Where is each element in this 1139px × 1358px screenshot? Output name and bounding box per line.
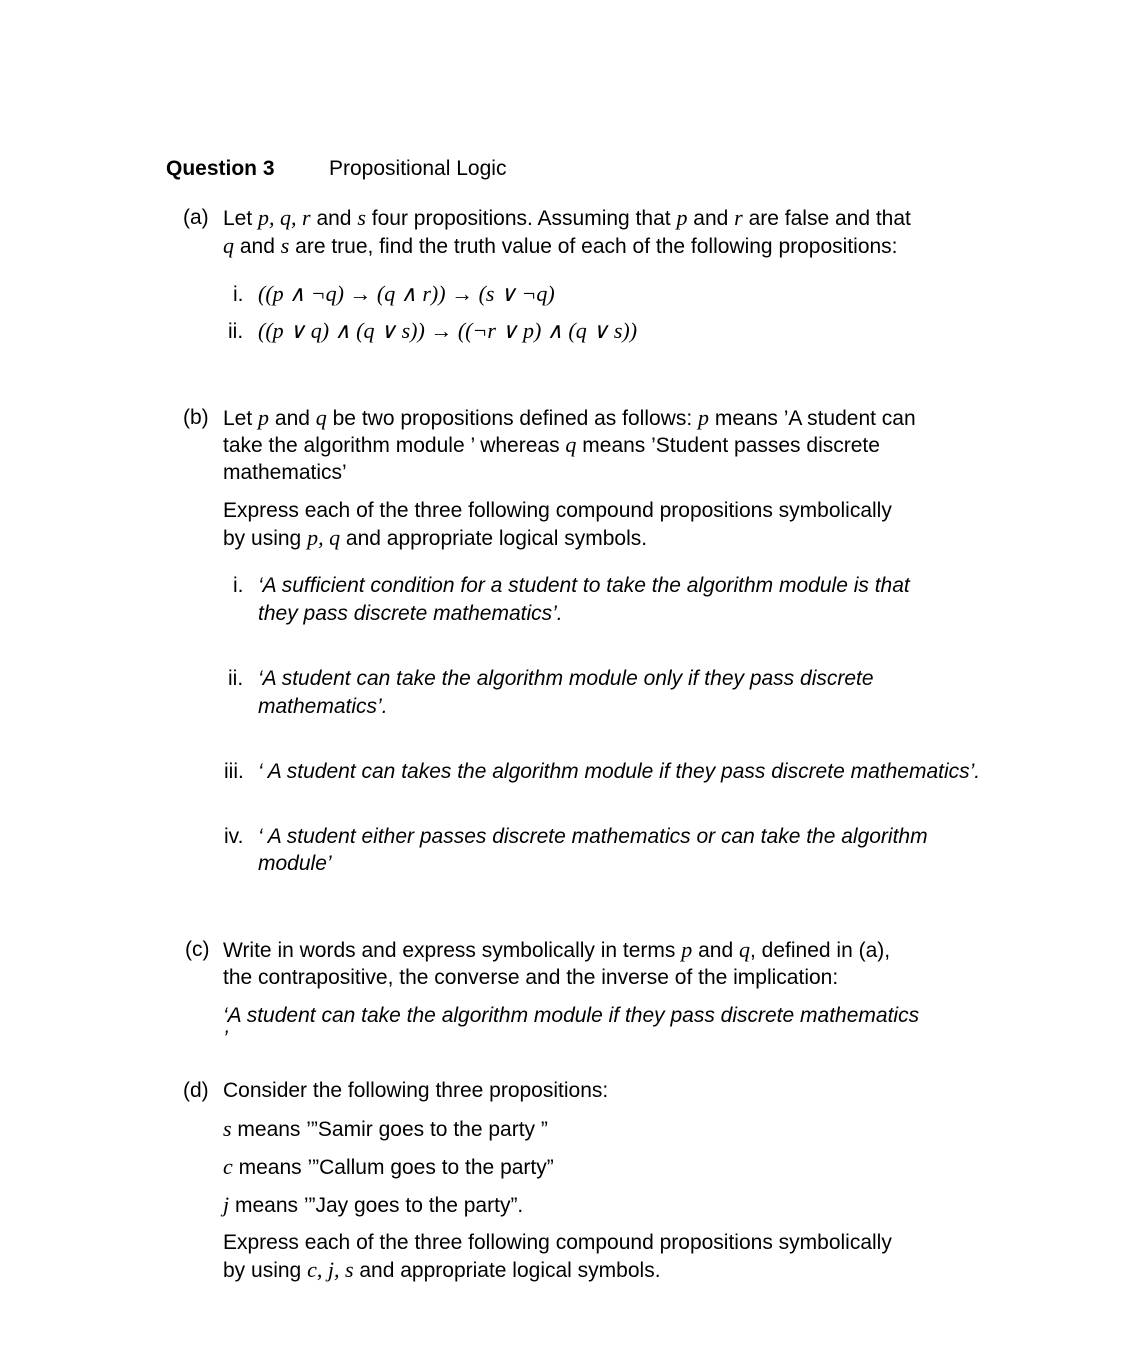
part-c-line-2: the contrapositive, the converse and the inverse of the implication: xyxy=(223,966,839,989)
part-d-definition: s means ’”Samir goes to the party ” xyxy=(223,1116,548,1141)
part-a-line-2: q and s are true, find the truth value of each of the following propositions: xyxy=(223,233,898,258)
part-b-line-3: mathematics’ xyxy=(223,461,347,484)
part-c-quote-end: ’ xyxy=(223,1027,228,1050)
part-d-label: (d) xyxy=(183,1079,209,1102)
part-c-quote: ‘A student can take the algorithm module if they pass discrete mathematics xyxy=(223,1004,920,1027)
part-b-item-text: ‘A sufficient condition for a student to take the algorithm module is that xyxy=(258,574,910,597)
part-b-item-text: they pass discrete mathematics’. xyxy=(258,602,563,625)
part-d-express-line-1: Express each of the three following compound propositions symbolically xyxy=(223,1231,892,1254)
part-d-express-line-2: by using c, j, s and appropriate logical symbols. xyxy=(223,1257,661,1282)
part-a-item-label: i. xyxy=(233,283,244,306)
part-c-label: (c) xyxy=(185,938,210,961)
part-c-line-1: Write in words and express symbolically in terms p and q, defined in (a), xyxy=(223,937,891,962)
part-b-express-line-2: by using p, q and appropriate logical symbols. xyxy=(223,525,648,550)
part-b-item-text: ‘ A student can takes the algorithm module if they pass discrete mathematics’. xyxy=(258,760,981,783)
part-a-line-1: Let p, q, r and s four propositions. Assuming that p and r are false and that xyxy=(223,205,911,230)
part-b-express-line-1: Express each of the three following compound propositions symbolically xyxy=(223,499,892,522)
part-d-intro: Consider the following three propositions: xyxy=(223,1079,609,1102)
part-b-item-label: iv. xyxy=(224,825,244,848)
question-title: Propositional Logic xyxy=(329,157,507,180)
part-b-item-text: ‘ A student either passes discrete mathematics or can take the algorithm xyxy=(258,825,928,848)
part-a-item-label: ii. xyxy=(228,320,244,343)
part-b-item-text: mathematics’. xyxy=(258,695,388,718)
part-b-item-label: ii. xyxy=(228,667,244,690)
part-b-line-2: take the algorithm module ’ whereas q means ’Student passes discrete xyxy=(223,432,880,457)
part-a-label: (a) xyxy=(183,206,209,229)
part-d-definition: j means ’”Jay goes to the party”. xyxy=(223,1192,524,1217)
question-number: Question 3 xyxy=(166,157,275,180)
part-b-label: (b) xyxy=(183,406,209,429)
part-b-line-1: Let p and q be two propositions defined as follows: p means ’A student can xyxy=(223,405,916,430)
part-b-item-text: ‘A student can take the algorithm module only if they pass discrete xyxy=(258,667,874,690)
part-d-definition: c means ’”Callum goes to the party” xyxy=(223,1154,554,1179)
part-b-item-label: i. xyxy=(233,574,244,597)
part-a-item-expression: ((p ∧ ¬q) → (q ∧ r)) → (s ∨ ¬q) xyxy=(258,281,555,306)
part-b-item-label: iii. xyxy=(224,760,244,783)
part-b-item-text: module’ xyxy=(258,852,332,875)
part-a-item-expression: ((p ∨ q) ∧ (q ∨ s)) → ((¬r ∨ p) ∧ (q ∨ s)) xyxy=(258,318,638,343)
